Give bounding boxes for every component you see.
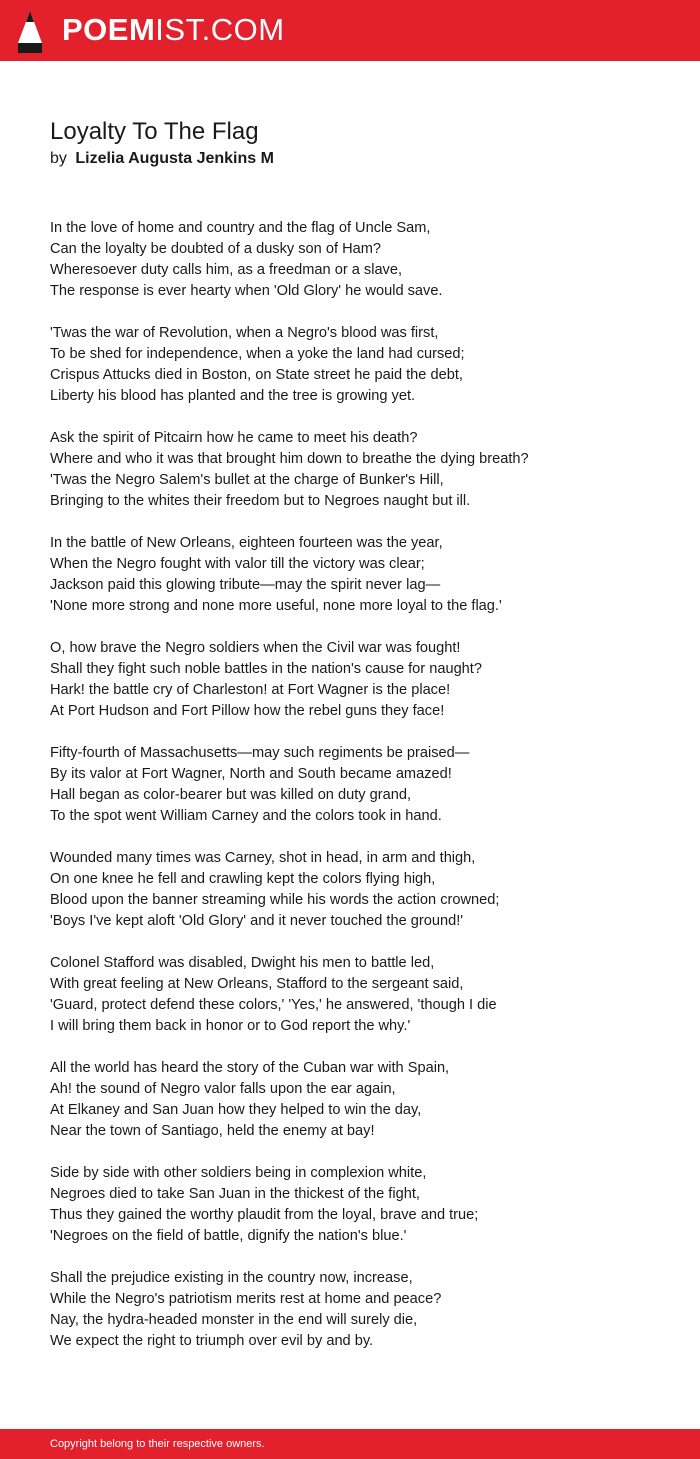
- poem-line: 'Boys I've kept aloft 'Old Glory' and it never touched the ground!': [50, 913, 464, 929]
- site-header: [0, 0, 700, 61]
- poem-line: We expect the right to triumph over evil by and by.: [50, 1333, 374, 1349]
- poem-line: In the battle of New Orleans, eighteen fourteen was the year,: [50, 535, 443, 551]
- poem-line: While the Negro's patriotism merits rest at home and peace?: [50, 1291, 442, 1307]
- poem-line: When the Negro fought with valor till the victory was clear;: [50, 556, 425, 572]
- poem-line: Bringing to the whites their freedom but to Negroes naught but ill.: [50, 493, 471, 509]
- poem-stanza: [50, 218, 670, 302]
- poem-line: Fifty-fourth of Massachusetts—may such regiments be praised—: [50, 745, 470, 761]
- poem-line: O, how brave the Negro soldiers when the Civil war was fought!: [50, 640, 461, 656]
- poem-line: Where and who it was that brought him down to breathe the dying breath?: [50, 451, 529, 467]
- poem-line: To the spot went William Carney and the colors took in hand.: [50, 808, 442, 824]
- poem-stanza: [50, 638, 670, 722]
- poem-line: Ah! the sound of Negro valor falls upon the ear again,: [50, 1081, 396, 1097]
- poem-stanza: [50, 1163, 670, 1247]
- poem-line: Jackson paid this glowing tribute—may the spirit never lag—: [50, 577, 441, 593]
- poem-line: At Port Hudson and Fort Pillow how the rebel guns they face!: [50, 703, 445, 719]
- poem-body: [50, 218, 670, 1373]
- poem-line: On one knee he fell and crawling kept the colors flying high,: [50, 871, 436, 887]
- poem-author: Lizelia Augusta Jenkins M: [75, 150, 274, 167]
- poem-stanza: [50, 848, 670, 932]
- poem-line: To be shed for independence, when a yoke the land had cursed;: [50, 346, 465, 362]
- logo-brand-bold: POEM: [62, 12, 156, 47]
- pencil-tip-icon[interactable]: [16, 9, 44, 53]
- poem-line: Ask the spirit of Pitcairn how he came to meet his death?: [50, 430, 418, 446]
- poem-line: I will bring them back in honor or to God report the why.': [50, 1018, 411, 1034]
- poem-line: By its valor at Fort Wagner, North and South became amazed!: [50, 766, 452, 782]
- poem-line: Near the town of Santiago, held the enemy at bay!: [50, 1123, 375, 1139]
- poem-line: All the world has heard the story of the Cuban war with Spain,: [50, 1060, 450, 1076]
- poem-line: Crispus Attucks died in Boston, on State street he paid the debt,: [50, 367, 463, 383]
- poem-line: Shall the prejudice existing in the country now, increase,: [50, 1270, 413, 1286]
- poem-line: In the love of home and country and the flag of Uncle Sam,: [50, 220, 431, 236]
- logo-brand-light: IST.COM: [155, 12, 285, 47]
- site-logo[interactable]: [62, 10, 285, 50]
- poem-line: 'None more strong and none more useful, none more loyal to the flag.': [50, 598, 502, 614]
- poem-line: Thus they gained the worthy plaudit from the loyal, brave and true;: [50, 1207, 479, 1223]
- poem-line: 'Guard, protect defend these colors,' 'Yes,' he answered, 'though I die: [50, 997, 497, 1013]
- poem-line: 'Twas the war of Revolution, when a Negro's blood was first,: [50, 325, 439, 341]
- poem-line: Shall they fight such noble battles in the nation's cause for naught?: [50, 661, 482, 677]
- poem-line: Wounded many times was Carney, shot in head, in arm and thigh,: [50, 850, 476, 866]
- poem-stanza: [50, 1058, 670, 1142]
- poem-line: Nay, the hydra-headed monster in the end will surely die,: [50, 1312, 418, 1328]
- poem-stanza: [50, 743, 670, 827]
- by-label: by: [50, 150, 67, 167]
- poem-title: Loyalty To The Flag: [50, 118, 259, 145]
- poem-stanza: [50, 428, 670, 512]
- poem-line: Hall began as color-bearer but was killed on duty grand,: [50, 787, 411, 803]
- poem-line: At Elkaney and San Juan how they helped to win the day,: [50, 1102, 422, 1118]
- poem-line: 'Twas the Negro Salem's bullet at the charge of Bunker's Hill,: [50, 472, 444, 488]
- poem-stanza: [50, 533, 670, 617]
- poem-line: 'Negroes on the field of battle, dignify the nation's blue.': [50, 1228, 407, 1244]
- poem-line: Liberty his blood has planted and the tree is growing yet.: [50, 388, 416, 404]
- site-footer: [0, 1429, 700, 1459]
- poem-byline: [50, 148, 274, 170]
- poem-stanza: [50, 323, 670, 407]
- poem-line: Wheresoever duty calls him, as a freedman or a slave,: [50, 262, 403, 278]
- poem-line: Colonel Stafford was disabled, Dwight his men to battle led,: [50, 955, 435, 971]
- poem-stanza: [50, 953, 670, 1037]
- poem-stanza: [50, 1268, 670, 1352]
- poem-line: The response is ever hearty when 'Old Glory' he would save.: [50, 283, 443, 299]
- copyright-notice: Copyright belong to their respective owners.: [50, 1438, 265, 1450]
- poem-line: Can the loyalty be doubted of a dusky son of Ham?: [50, 241, 381, 257]
- poem-line: Side by side with other soldiers being in complexion white,: [50, 1165, 427, 1181]
- poem-line: Hark! the battle cry of Charleston! at Fort Wagner is the place!: [50, 682, 451, 698]
- poem-line: Negroes died to take San Juan in the thickest of the fight,: [50, 1186, 420, 1202]
- poem-line: With great feeling at New Orleans, Stafford to the sergeant said,: [50, 976, 464, 992]
- poem-line: Blood upon the banner streaming while his words the action crowned;: [50, 892, 500, 908]
